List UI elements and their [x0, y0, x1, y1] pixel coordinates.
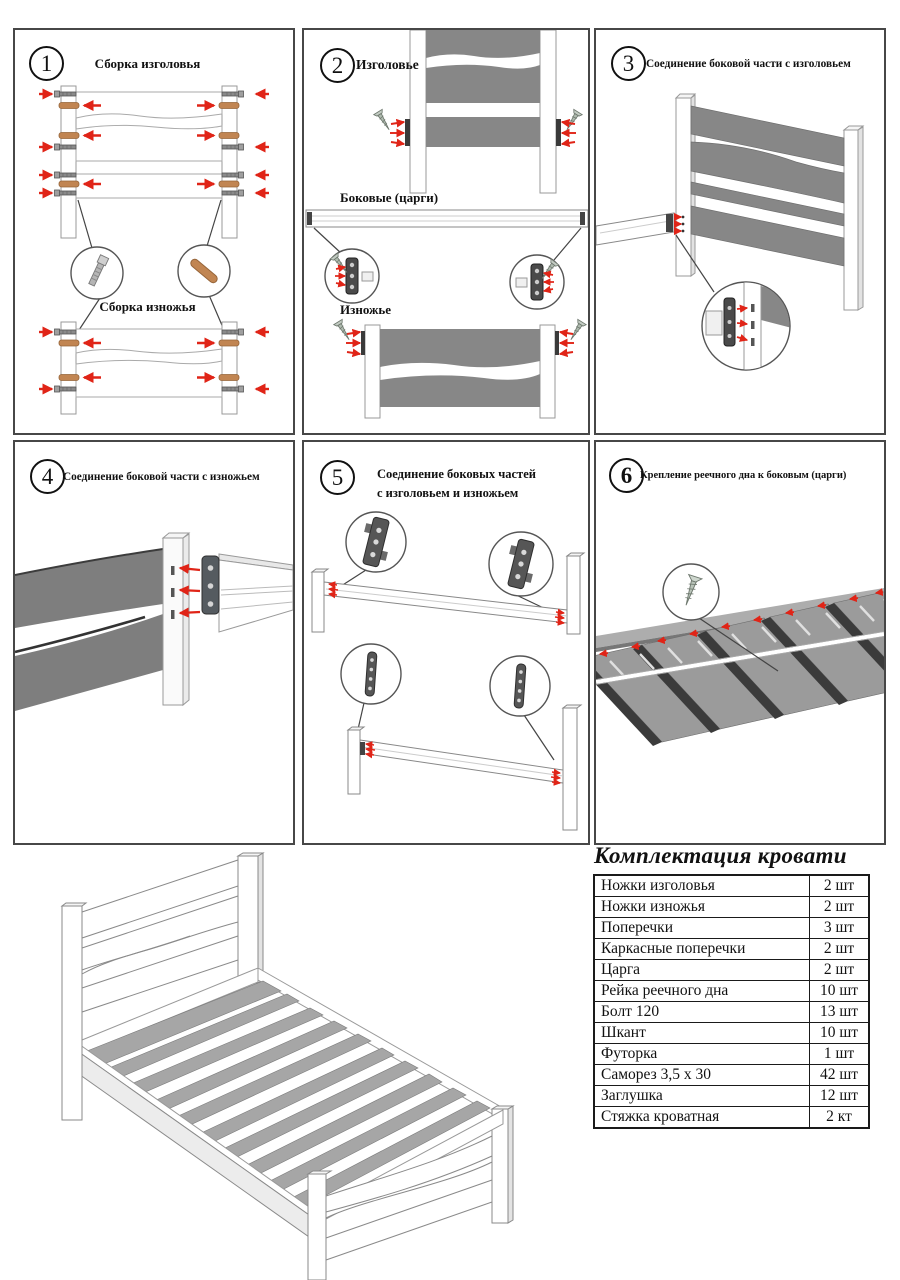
exploded-front-view-drawing	[15, 30, 293, 433]
assembled-bed-drawing	[30, 852, 590, 1280]
step-title-line1: Соединение боковых частей	[377, 467, 536, 481]
footboard-closeup	[15, 533, 189, 711]
part-qty: 2 кт	[810, 1107, 870, 1129]
step-panel-6	[594, 440, 886, 845]
step-title: Соединение боковой части с изножьем	[63, 471, 260, 483]
part-name: Каркасные поперечки	[594, 939, 810, 960]
step-number-badge	[30, 459, 65, 494]
part-name: Ножки изножья	[594, 897, 810, 918]
rail-assembly-2	[348, 705, 581, 830]
part-name: Рейка реечного дна	[594, 981, 810, 1002]
step-number: 2	[331, 53, 344, 78]
part-qty: 42 шт	[810, 1065, 870, 1086]
footboard-exploded	[39, 322, 269, 414]
part-qty: 2 шт	[810, 897, 870, 918]
part-qty: 13 шт	[810, 1002, 870, 1023]
footboard-assembled	[334, 319, 586, 418]
part-qty: 2 шт	[810, 960, 870, 981]
step-number: 5	[331, 465, 344, 490]
part-name: Поперечки	[594, 918, 810, 939]
step-panel-2	[302, 28, 590, 435]
side-rails-label: Боковые (царги)	[340, 190, 439, 205]
screw-icon	[374, 109, 394, 132]
connection-callout	[702, 282, 792, 370]
part-qty: 3 шт	[810, 918, 870, 939]
table-row	[594, 1023, 869, 1044]
screw-icon	[563, 109, 583, 132]
step-panel-5	[302, 440, 590, 845]
step-number-badge	[320, 460, 355, 495]
step-title: Крепление реечного дна к боковым (царги)	[640, 470, 847, 481]
side-rail-drawing	[306, 210, 588, 309]
table-row	[594, 1002, 869, 1023]
step-number-badge	[320, 48, 355, 83]
table-row	[594, 1044, 869, 1065]
headboard-label: Изголовье	[356, 57, 419, 72]
part-name: Ножки изголовья	[594, 875, 810, 897]
table-row	[594, 1086, 869, 1107]
part-qty: 1 шт	[810, 1044, 870, 1065]
rail-to-footboard-drawing	[15, 442, 293, 843]
part-name: Стяжка кроватная	[594, 1107, 810, 1129]
step-number: 6	[620, 463, 633, 488]
parts-front-view-drawing	[304, 30, 588, 433]
part-name: Саморез 3,5 x 30	[594, 1065, 810, 1086]
parts-table	[593, 874, 870, 1129]
table-row	[594, 875, 869, 897]
parts-list-section	[593, 843, 872, 1129]
part-qty: 10 шт	[810, 981, 870, 1002]
table-row	[594, 1107, 869, 1129]
step-number-badge	[609, 458, 644, 493]
table-row	[594, 918, 869, 939]
part-qty: 10 шт	[810, 1023, 870, 1044]
headboard-exploded	[39, 86, 269, 238]
step-number-badge	[611, 46, 646, 81]
part-name: Болт 120	[594, 1002, 810, 1023]
screw-icon	[334, 319, 354, 342]
screw-icon	[567, 319, 587, 342]
part-qty: 2 шт	[810, 875, 870, 897]
parts-list-title: Комплектация кровати	[594, 843, 847, 868]
part-name: Футорка	[594, 1044, 810, 1065]
part-qty: 2 шт	[810, 939, 870, 960]
bracket-plate-icon	[556, 119, 561, 146]
slats-fastening-drawing	[596, 442, 884, 843]
step-panel-4	[13, 440, 295, 845]
bracket-plate-icon	[555, 331, 559, 355]
step-panel-1	[13, 28, 295, 435]
table-row	[594, 981, 869, 1002]
step-title: Сборка изголовья	[94, 56, 201, 71]
table-row	[594, 1065, 869, 1086]
rail-to-headboard-drawing	[596, 30, 884, 433]
step-title: Соединение боковой части с изголовьем	[646, 58, 851, 70]
bracket-plate-icon	[361, 331, 365, 355]
table-row	[594, 960, 869, 981]
part-name: Царга	[594, 960, 810, 981]
step-title-line2: с изголовьем и изножьем	[377, 485, 519, 500]
headboard-assembled	[374, 30, 582, 193]
part-qty: 12 шт	[810, 1086, 870, 1107]
table-row	[594, 897, 869, 918]
footboard-assembly-title: Сборка изножья	[99, 299, 196, 314]
bracket-plate-icon	[666, 214, 673, 232]
step-panel-3	[594, 28, 886, 435]
part-name: Заглушка	[594, 1086, 810, 1107]
bracket-plate-icon	[405, 119, 410, 146]
step-number: 3	[622, 51, 635, 76]
step-number: 4	[41, 464, 54, 489]
footboard-label: Изножье	[340, 302, 392, 317]
step-number: 1	[40, 51, 53, 76]
bracket-callouts	[338, 512, 554, 760]
headboard-near-post	[62, 903, 86, 1120]
table-row	[594, 939, 869, 960]
part-name: Шкант	[594, 1023, 810, 1044]
rail-with-bracket	[180, 554, 293, 632]
